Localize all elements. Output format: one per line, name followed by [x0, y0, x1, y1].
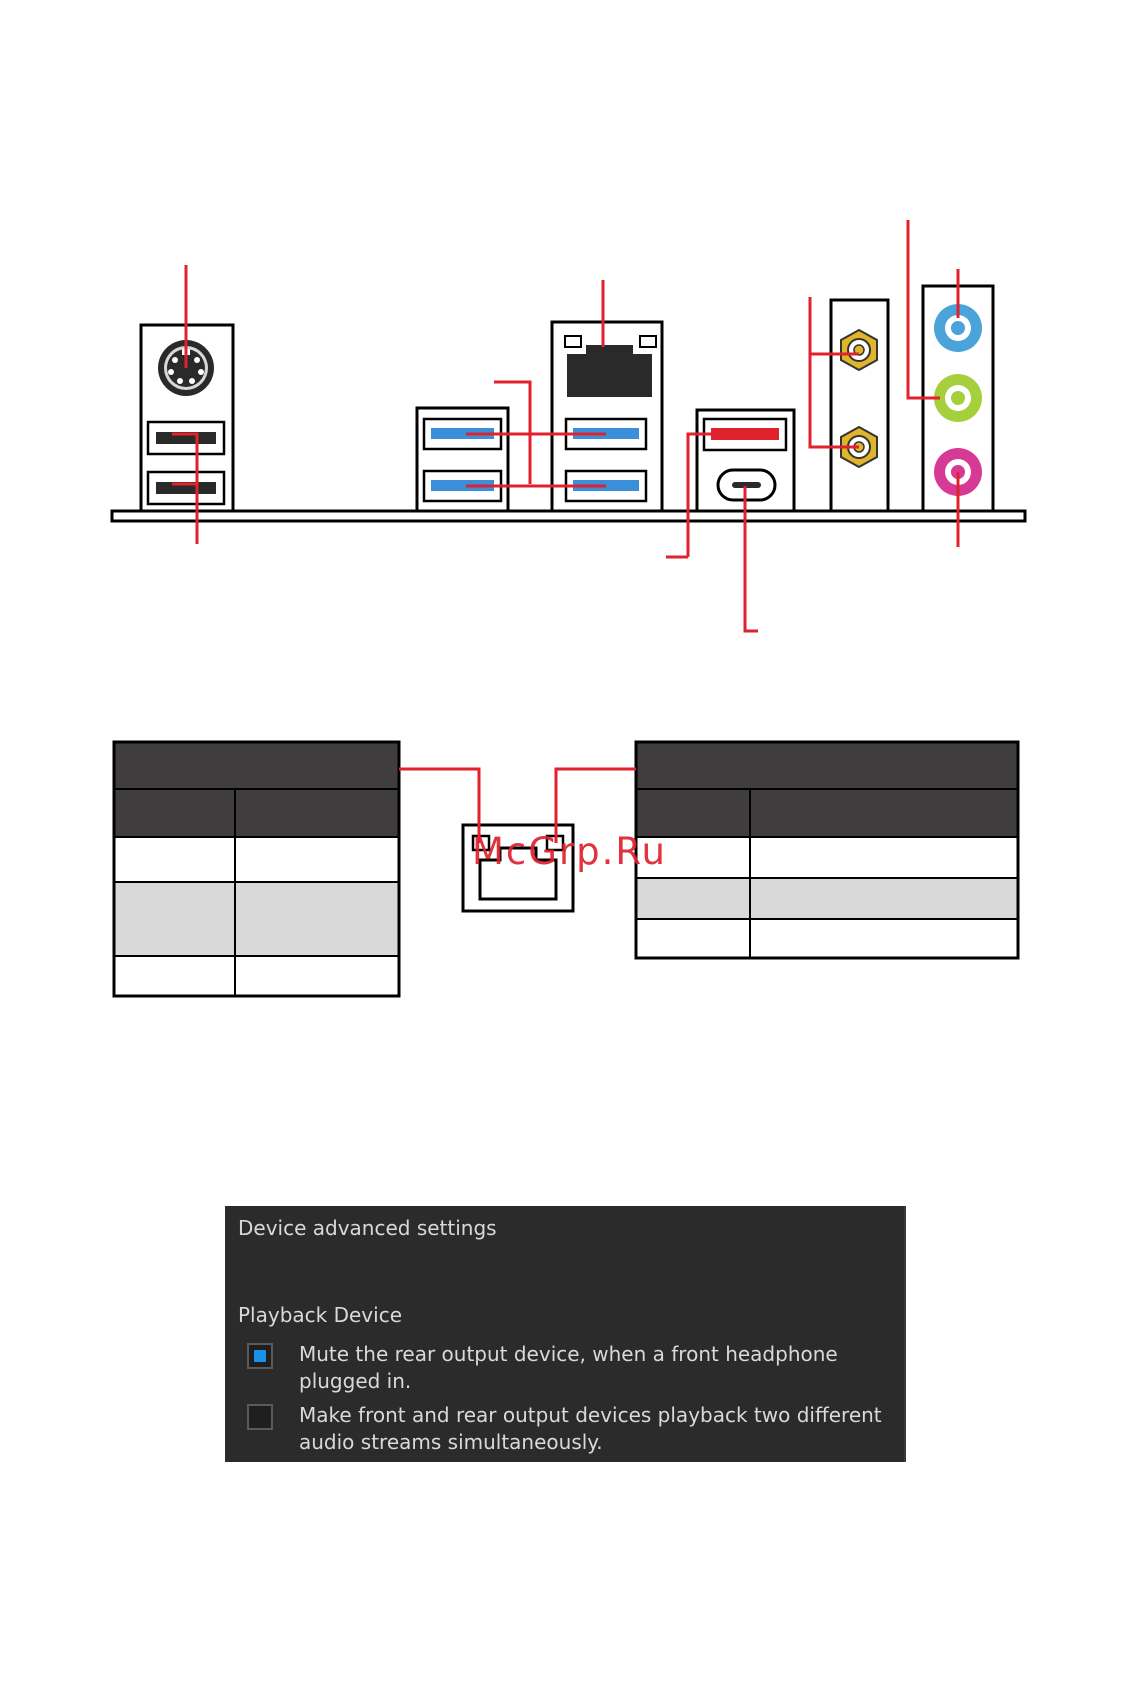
usb2-port-icon — [148, 422, 224, 454]
spdif-coax-icon — [841, 330, 877, 370]
mute-rear-output-checkbox[interactable] — [247, 1343, 273, 1369]
playback-device-heading: Playback Device — [238, 1303, 402, 1327]
device-advanced-settings-panel — [225, 1206, 906, 1462]
mute-rear-output-label: Mute the rear output device, when a front headphone plugged in. — [299, 1342, 838, 1393]
lan-led-table-right — [636, 742, 1018, 958]
watermark-text: McGrp.Ru — [472, 830, 667, 873]
lan-port-icon — [565, 336, 656, 397]
dual-stream-checkbox[interactable] — [247, 1404, 273, 1430]
settings-title: Device advanced settings — [238, 1216, 497, 1240]
usb3-stack-left — [417, 408, 508, 511]
dual-stream-label: Make front and rear output devices playback two different audio streams simultaneously. — [299, 1403, 882, 1454]
spdif-coax-stack — [831, 300, 888, 511]
usb2-port-icon — [148, 472, 224, 504]
audio-jack-icon — [934, 374, 982, 422]
lan-usb3-stack — [552, 322, 662, 511]
lan-led-table-left — [114, 742, 399, 996]
